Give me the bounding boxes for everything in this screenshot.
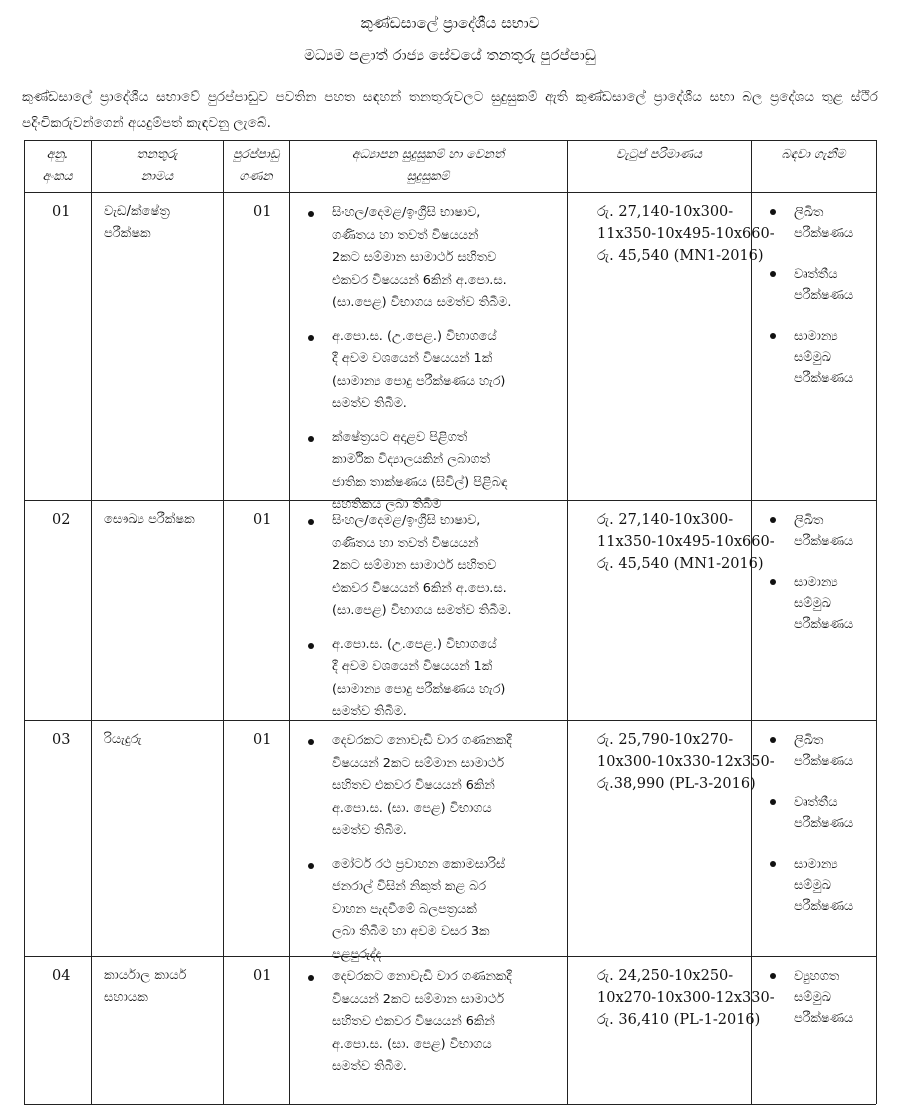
table-rule <box>91 140 92 1104</box>
header-salary: වැටුප් පරිමාණය <box>615 146 703 161</box>
qualifications-list <box>302 202 564 528</box>
vacancy-count: 01 <box>253 512 272 528</box>
salary-scale: රු. 27,140-10x300- 11x350-10x495-10x660- රු. 45,540 (MN1-2016) <box>597 204 775 264</box>
recruitment-item: ලිඛිත පරීක්ෂණය <box>764 510 874 552</box>
qualifications-list <box>302 730 564 977</box>
table-rule <box>567 140 568 1104</box>
vacancy-count: 01 <box>253 204 272 220</box>
recruitment-item: සාමාන්‍ය සම්මුඛ පරීක්ෂණය <box>764 572 874 635</box>
recruitment-item: ලිඛිත පරීක්ෂණය <box>764 202 874 244</box>
recruitment-list <box>764 966 874 1049</box>
document-title: කුණ්ඩසාලේ ප්‍රාදේශීය සභාව <box>360 14 540 32</box>
salary-scale: රු. 24,250-10x250- 10x270-10x300-12x330- රු. 36,410 (PL-1-2016) <box>597 968 775 1028</box>
row-number: 02 <box>52 512 71 528</box>
salary-scale: රු. 25,790-10x270- 10x300-10x330-12x350- රු.38,990 (PL-3-2016) <box>597 732 775 792</box>
table-rule <box>876 140 877 1104</box>
header-post: තනතුරු නාමය <box>136 146 178 183</box>
recruitment-item: වෘත්තීය පරීක්ෂණය <box>764 792 874 834</box>
vacancy-count: 01 <box>253 968 272 984</box>
recruitment-item: සාමාන්‍ය සම්මුඛ පරීක්ෂණය <box>764 854 874 917</box>
recruitment-list <box>764 202 874 409</box>
table-rule <box>223 140 224 1104</box>
salary-scale: රු. 27,140-10x300- 11x350-10x495-10x660- රු. 45,540 (MN1-2016) <box>597 512 775 572</box>
post-name: කාර්යාල කාර්ය සහායක <box>104 968 187 1005</box>
header-recruitment: බඳවා ගැනීම <box>781 146 846 161</box>
post-name: සෞඛ්‍ය පරීක්ෂක <box>104 512 195 527</box>
qualification-item: සිංහල/දෙමළ/ඉංග්‍රීසි භාෂාව, ගණිතය හා තවත් විෂයයන් 2කට සම්මාන සාමාර්ථ සහිතව එකවර විෂයයන් 6කින් අ.පො.ස. (සා.පෙළ) විභාගය සමත්ව තිබීම. <box>302 510 564 623</box>
row-number: 04 <box>52 968 71 984</box>
recruitment-list <box>764 510 874 655</box>
recruitment-item: ව්‍යුහගත සම්මුඛ පරීක්ෂණය <box>764 966 874 1029</box>
qualifications-list <box>302 510 564 735</box>
qualification-item: සිංහල/දෙමළ/ඉංග්‍රීසි භාෂාව, ගණිතය හා තවත් විෂයයන් 2කට සම්මාන සාමාර්ථ සහිතව එකවර විෂයයන් 6කින් අ.පො.ස. (සා.පෙළ) විභාගය සමත්ව තිබීම. <box>302 202 564 315</box>
vacancy-count: 01 <box>253 732 272 748</box>
recruitment-list <box>764 730 874 937</box>
post-name: රියැදුරු <box>104 732 142 747</box>
qualification-item: මෝටර් රථ ප්‍රවාහන කොමසාරිස් ජනරාල් විසින් නිකුත් කළ බර වාහන පැදවීමේ බලපත්‍රයක් ලබා තිබීම හා අවම වසර 3ක පළපුරුද්ද <box>302 854 564 967</box>
header-vacancies: පුරප්පාඩු ගණන <box>232 146 280 183</box>
qualification-item: ක්ෂේත්‍රයට අදාළව පිළිගත් කාර්මික විද්‍යාලයකින් ලබාගත් ජාතික තාක්ෂණය (සිවිල්) පිළිබඳ සහතිකය ලබා තිබීම <box>302 427 564 517</box>
row-number: 03 <box>52 732 71 748</box>
header-number: අනු. අංකය <box>42 146 73 183</box>
document-subtitle: මධ්‍යම පළාත් රාජ්‍ය සේවයේ තනතුරු පුරප්පාඩු <box>304 46 596 64</box>
qualification-item: අ.පො.ස. (උ.පෙළ.) විභාගයේ දී අවම වශයෙන් විෂයයන් 1ක් (සාමාන්‍ය පොදු පරීක්ෂණය හැර) සමත්ව තිබීම. <box>302 634 564 724</box>
qualification-item: අ.පො.ස. (උ.පෙළ.) විභාගයේ දී අවම වශයෙන් විෂයයන් 1ක් (සාමාන්‍ය පොදු පරීක්ෂණය හැර) සමත්ව තිබීම. <box>302 326 564 416</box>
table-rule <box>24 140 25 1104</box>
recruitment-item: ලිඛිත පරීක්ෂණය <box>764 730 874 772</box>
vacancy-table <box>24 140 876 1104</box>
recruitment-item: සාමාන්‍ය සම්මුඛ පරීක්ෂණය <box>764 326 874 389</box>
table-rule <box>24 140 876 141</box>
table-rule <box>289 140 290 1104</box>
table-rule <box>751 140 752 1104</box>
qualification-item: දෙවරකට නොවැඩි වාර ගණනකදී විෂයයන් 2කට සම්මාන සාමාර්ථ සහිතව එකවර විෂයයන් 6කින් අ.පො.ස. (සා. පෙළ) විභාගය සමත්ව තිබීම. <box>302 730 564 843</box>
qualification-item: දෙවරකට නොවැඩි වාර ගණනකදී විෂයයන් 2කට සම්මාන සාමාර්ථ සහිතව එකවර විෂයයන් 6කින් අ.පො.ස. (සා. පෙළ) විභාගය සමත්ව තිබීම. <box>302 966 564 1079</box>
recruitment-item: වෘත්තීය පරීක්ෂණය <box>764 264 874 306</box>
post-name: වැඩ/ක්ෂේත්‍ර පරීක්ෂක <box>104 204 170 241</box>
intro-paragraph: කුණ්ඩසාලේ ප්‍රාදේශීය සභාවේ පුරප්පාඩුව පවතින පහත සඳහන් තනතුරුවලට සුදුසුකම් ඇති කුණ්ඩසාලේ ප්‍රාදේශීය සභා බල ප්‍රදේශය තුළ ස්ථිර පදිංචිකරුවන්ගෙන් අයදුම්පත් කැඳවනු ලැබේ. <box>22 89 878 131</box>
row-number: 01 <box>52 204 71 220</box>
qualifications-list <box>302 966 564 1090</box>
table-rule <box>24 192 876 193</box>
header-qualifications: අධ්‍යාපන සුදුසුකම් හා වෙනත් සුදුසුකම් <box>351 146 505 183</box>
